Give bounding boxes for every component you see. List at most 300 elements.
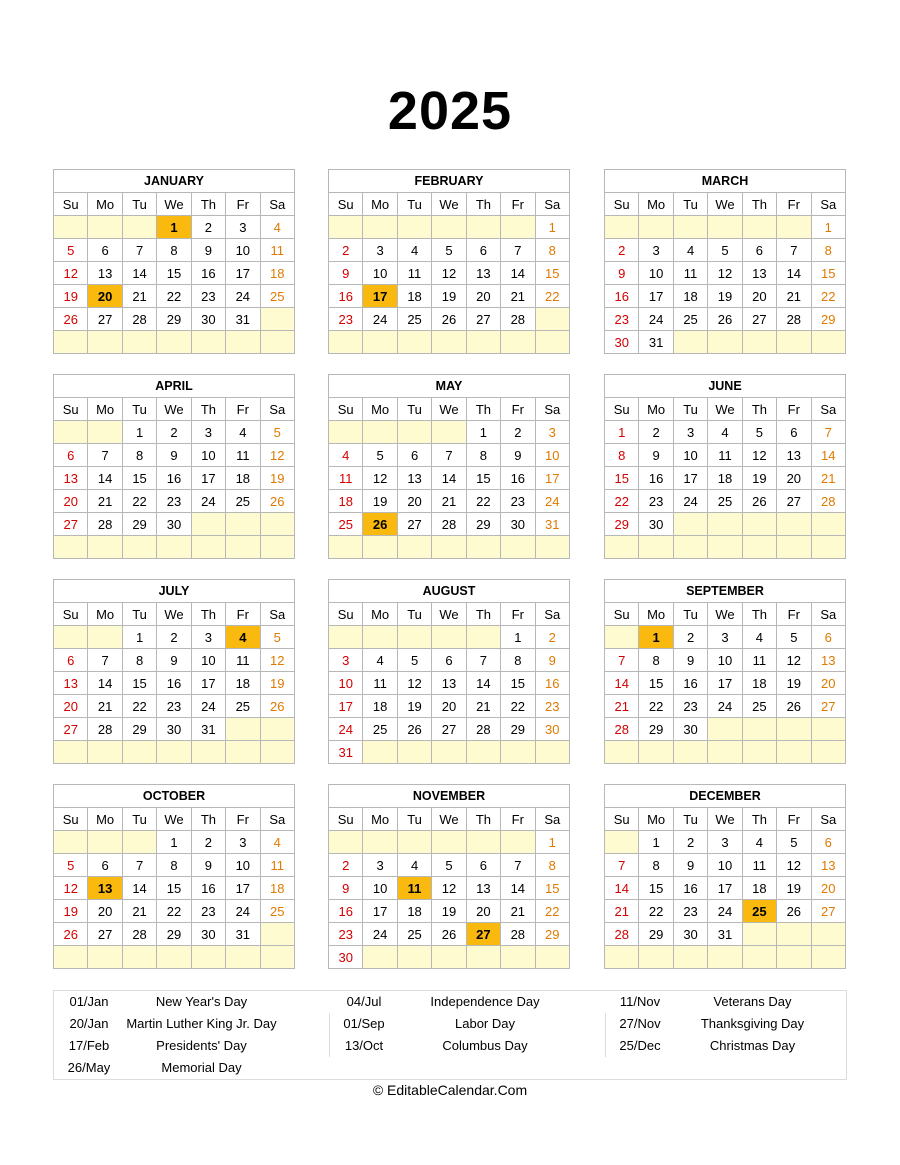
- weekday-header: We: [157, 808, 191, 831]
- weekday-header: Fr: [777, 603, 811, 626]
- day-cell: 11: [226, 444, 260, 467]
- day-cell: 8: [639, 649, 673, 672]
- day-cell: 28: [466, 718, 500, 741]
- day-cell: 13: [88, 262, 122, 285]
- weekday-header: Fr: [501, 603, 535, 626]
- empty-day-cell: [363, 331, 397, 354]
- day-cell: 29: [157, 308, 191, 331]
- day-cell: 3: [226, 831, 260, 854]
- weekday-header: Mo: [639, 603, 673, 626]
- empty-day-cell: [157, 536, 191, 559]
- weekday-header: Sa: [260, 193, 294, 216]
- day-cell: 30: [673, 923, 707, 946]
- month-february: [328, 169, 570, 354]
- day-cell: 10: [329, 672, 363, 695]
- day-cell: 3: [191, 626, 225, 649]
- day-cell: 17: [191, 672, 225, 695]
- day-cell: 25: [363, 718, 397, 741]
- day-cell: 19: [260, 672, 294, 695]
- day-cell: 26: [54, 923, 88, 946]
- day-cell: 3: [535, 421, 569, 444]
- weekday-header: We: [708, 398, 742, 421]
- empty-day-cell: [777, 216, 811, 239]
- holiday-entry: [54, 1013, 324, 1035]
- day-cell: 4: [742, 626, 776, 649]
- day-cell: 11: [742, 854, 776, 877]
- weekday-header: We: [432, 398, 466, 421]
- day-cell: 29: [535, 923, 569, 946]
- day-cell: 16: [329, 285, 363, 308]
- day-cell: 24: [363, 923, 397, 946]
- day-cell: 4: [742, 831, 776, 854]
- day-cell: 18: [329, 490, 363, 513]
- day-cell: 12: [260, 649, 294, 672]
- day-cell: 13: [466, 877, 500, 900]
- day-cell: 12: [432, 262, 466, 285]
- weekday-header: Th: [742, 193, 776, 216]
- day-cell: 14: [777, 262, 811, 285]
- day-cell: 14: [122, 262, 156, 285]
- day-cell: 3: [191, 421, 225, 444]
- month-name: OCTOBER: [54, 785, 295, 808]
- day-cell: 28: [811, 490, 845, 513]
- empty-day-cell: [639, 536, 673, 559]
- empty-day-cell: [226, 331, 260, 354]
- day-cell: 24: [708, 900, 742, 923]
- weekday-header: Th: [191, 808, 225, 831]
- holiday-day-cell: 20: [88, 285, 122, 308]
- empty-day-cell: [54, 536, 88, 559]
- empty-day-cell: [191, 741, 225, 764]
- day-cell: 16: [673, 877, 707, 900]
- month-name: APRIL: [54, 375, 295, 398]
- weekday-header: Sa: [811, 603, 845, 626]
- day-cell: 28: [122, 308, 156, 331]
- empty-day-cell: [708, 331, 742, 354]
- day-cell: 12: [54, 262, 88, 285]
- day-cell: 15: [466, 467, 500, 490]
- empty-day-cell: [535, 308, 569, 331]
- day-cell: 16: [191, 877, 225, 900]
- day-cell: 6: [397, 444, 431, 467]
- empty-day-cell: [363, 216, 397, 239]
- month-name: AUGUST: [329, 580, 570, 603]
- holiday-date: 20/Jan: [69, 1016, 109, 1031]
- day-cell: 11: [397, 262, 431, 285]
- day-cell: 8: [605, 444, 639, 467]
- day-cell: 24: [329, 718, 363, 741]
- day-cell: 5: [432, 239, 466, 262]
- day-cell: 30: [501, 513, 535, 536]
- day-cell: 27: [811, 900, 845, 923]
- holiday-day-cell: 11: [397, 877, 431, 900]
- day-cell: 31: [329, 741, 363, 764]
- day-cell: 16: [191, 262, 225, 285]
- empty-day-cell: [329, 831, 363, 854]
- empty-day-cell: [673, 216, 707, 239]
- weekday-header: Sa: [260, 808, 294, 831]
- day-cell: 19: [54, 285, 88, 308]
- month-may: [328, 374, 570, 559]
- holiday-date: 01/Sep: [343, 1016, 385, 1031]
- month-june: [604, 374, 846, 559]
- day-cell: 8: [122, 649, 156, 672]
- empty-day-cell: [54, 421, 88, 444]
- empty-day-cell: [708, 216, 742, 239]
- day-cell: 17: [535, 467, 569, 490]
- empty-day-cell: [466, 831, 500, 854]
- day-cell: 6: [88, 854, 122, 877]
- day-cell: 18: [742, 672, 776, 695]
- day-cell: 29: [466, 513, 500, 536]
- day-cell: 11: [363, 672, 397, 695]
- day-cell: 14: [811, 444, 845, 467]
- holiday-name: Presidents' Day: [156, 1038, 247, 1053]
- day-cell: 5: [397, 649, 431, 672]
- day-cell: 12: [260, 444, 294, 467]
- day-cell: 6: [811, 626, 845, 649]
- day-cell: 10: [673, 444, 707, 467]
- day-cell: 16: [535, 672, 569, 695]
- weekday-header: Sa: [535, 398, 569, 421]
- day-cell: 23: [191, 900, 225, 923]
- day-cell: 5: [363, 444, 397, 467]
- day-cell: 27: [88, 308, 122, 331]
- empty-day-cell: [54, 626, 88, 649]
- weekday-header: Fr: [501, 808, 535, 831]
- day-cell: 4: [708, 421, 742, 444]
- day-cell: 27: [777, 490, 811, 513]
- day-cell: 17: [673, 467, 707, 490]
- weekday-header: Su: [605, 193, 639, 216]
- day-cell: 24: [673, 490, 707, 513]
- day-cell: 6: [742, 239, 776, 262]
- day-cell: 17: [226, 877, 260, 900]
- day-cell: 8: [535, 854, 569, 877]
- day-cell: 19: [777, 877, 811, 900]
- weekday-header: Fr: [226, 398, 260, 421]
- weekday-header: Fr: [226, 603, 260, 626]
- empty-day-cell: [605, 946, 639, 969]
- weekday-header: Tu: [673, 398, 707, 421]
- empty-day-cell: [466, 536, 500, 559]
- day-cell: 22: [466, 490, 500, 513]
- day-cell: 7: [501, 854, 535, 877]
- day-cell: 3: [673, 421, 707, 444]
- day-cell: 1: [605, 421, 639, 444]
- day-cell: 11: [329, 467, 363, 490]
- day-cell: 17: [226, 262, 260, 285]
- day-cell: 5: [54, 854, 88, 877]
- weekday-header: Sa: [260, 398, 294, 421]
- empty-day-cell: [157, 946, 191, 969]
- empty-day-cell: [742, 741, 776, 764]
- day-cell: 5: [777, 626, 811, 649]
- day-cell: 10: [363, 877, 397, 900]
- day-cell: 5: [432, 854, 466, 877]
- holiday-day-cell: 25: [742, 900, 776, 923]
- empty-day-cell: [466, 741, 500, 764]
- weekday-header: Su: [54, 193, 88, 216]
- day-cell: 27: [742, 308, 776, 331]
- day-cell: 10: [191, 444, 225, 467]
- day-cell: 2: [673, 626, 707, 649]
- month-name: JUNE: [605, 375, 846, 398]
- day-cell: 24: [535, 490, 569, 513]
- empty-day-cell: [605, 216, 639, 239]
- day-cell: 2: [639, 421, 673, 444]
- empty-day-cell: [226, 536, 260, 559]
- month-name: MAY: [329, 375, 570, 398]
- day-cell: 6: [777, 421, 811, 444]
- day-cell: 27: [88, 923, 122, 946]
- day-cell: 4: [363, 649, 397, 672]
- day-cell: 30: [191, 923, 225, 946]
- day-cell: 19: [397, 695, 431, 718]
- day-cell: 25: [397, 308, 431, 331]
- day-cell: 14: [605, 672, 639, 695]
- weekday-header: Sa: [535, 193, 569, 216]
- empty-day-cell: [432, 331, 466, 354]
- empty-day-cell: [466, 626, 500, 649]
- empty-day-cell: [54, 741, 88, 764]
- weekday-header: Th: [466, 398, 500, 421]
- day-cell: 17: [329, 695, 363, 718]
- empty-day-cell: [54, 216, 88, 239]
- holiday-name: Independence Day: [430, 994, 540, 1009]
- day-cell: 30: [605, 331, 639, 354]
- day-cell: 6: [54, 649, 88, 672]
- day-cell: 14: [501, 262, 535, 285]
- day-cell: 28: [88, 718, 122, 741]
- empty-day-cell: [260, 946, 294, 969]
- empty-day-cell: [122, 331, 156, 354]
- day-cell: 21: [777, 285, 811, 308]
- holiday-name: Memorial Day: [161, 1060, 242, 1075]
- empty-day-cell: [363, 831, 397, 854]
- day-cell: 23: [157, 695, 191, 718]
- day-cell: 13: [432, 672, 466, 695]
- day-cell: 22: [811, 285, 845, 308]
- day-cell: 6: [466, 239, 500, 262]
- empty-day-cell: [329, 331, 363, 354]
- day-cell: 9: [157, 444, 191, 467]
- day-cell: 2: [329, 239, 363, 262]
- weekday-header: Su: [329, 398, 363, 421]
- empty-day-cell: [777, 946, 811, 969]
- day-cell: 13: [811, 854, 845, 877]
- day-cell: 20: [777, 467, 811, 490]
- day-cell: 11: [226, 649, 260, 672]
- day-cell: 9: [157, 649, 191, 672]
- day-cell: 5: [742, 421, 776, 444]
- weekday-header: Tu: [397, 193, 431, 216]
- holiday-entry: [54, 1057, 324, 1079]
- day-cell: 16: [639, 467, 673, 490]
- day-cell: 10: [226, 239, 260, 262]
- day-cell: 15: [535, 262, 569, 285]
- month-july: [53, 579, 295, 764]
- day-cell: 24: [191, 695, 225, 718]
- day-cell: 7: [466, 649, 500, 672]
- day-cell: 3: [639, 239, 673, 262]
- day-cell: 29: [639, 923, 673, 946]
- day-cell: 6: [88, 239, 122, 262]
- day-cell: 22: [535, 900, 569, 923]
- empty-day-cell: [122, 536, 156, 559]
- holiday-name: Labor Day: [455, 1016, 515, 1031]
- weekday-header: Mo: [88, 808, 122, 831]
- weekday-header: Tu: [673, 603, 707, 626]
- day-cell: 7: [501, 239, 535, 262]
- day-cell: 21: [501, 900, 535, 923]
- day-cell: 18: [742, 877, 776, 900]
- day-cell: 20: [811, 877, 845, 900]
- day-cell: 15: [122, 467, 156, 490]
- day-cell: 25: [226, 490, 260, 513]
- month-august: [328, 579, 570, 764]
- month-december: [604, 784, 846, 969]
- weekday-header: Sa: [811, 808, 845, 831]
- month-name: SEPTEMBER: [605, 580, 846, 603]
- month-name: JANUARY: [54, 170, 295, 193]
- weekday-header: We: [708, 808, 742, 831]
- holiday-day-cell: 17: [363, 285, 397, 308]
- empty-day-cell: [777, 513, 811, 536]
- weekday-header: Tu: [397, 398, 431, 421]
- day-cell: 18: [708, 467, 742, 490]
- day-cell: 31: [226, 308, 260, 331]
- weekday-header: Mo: [363, 193, 397, 216]
- empty-day-cell: [226, 946, 260, 969]
- day-cell: 6: [466, 854, 500, 877]
- empty-day-cell: [260, 513, 294, 536]
- day-cell: 11: [260, 239, 294, 262]
- holiday-entry: [329, 991, 599, 1013]
- empty-day-cell: [432, 831, 466, 854]
- weekday-header: We: [432, 603, 466, 626]
- empty-day-cell: [363, 626, 397, 649]
- weekday-header: We: [708, 603, 742, 626]
- empty-day-cell: [535, 536, 569, 559]
- empty-day-cell: [535, 946, 569, 969]
- weekday-header: Mo: [88, 603, 122, 626]
- day-cell: 26: [397, 718, 431, 741]
- empty-day-cell: [329, 536, 363, 559]
- empty-day-cell: [742, 513, 776, 536]
- day-cell: 3: [226, 216, 260, 239]
- day-cell: 4: [673, 239, 707, 262]
- day-cell: 17: [708, 877, 742, 900]
- day-cell: 10: [535, 444, 569, 467]
- day-cell: 8: [501, 649, 535, 672]
- day-cell: 1: [466, 421, 500, 444]
- day-cell: 25: [329, 513, 363, 536]
- day-cell: 14: [88, 467, 122, 490]
- day-cell: 29: [811, 308, 845, 331]
- empty-day-cell: [432, 626, 466, 649]
- day-cell: 21: [811, 467, 845, 490]
- weekday-header: Fr: [226, 193, 260, 216]
- empty-day-cell: [466, 216, 500, 239]
- day-cell: 5: [260, 626, 294, 649]
- day-cell: 19: [432, 285, 466, 308]
- day-cell: 30: [639, 513, 673, 536]
- day-cell: 13: [466, 262, 500, 285]
- holiday-date: 17/Feb: [68, 1038, 110, 1053]
- day-cell: 16: [605, 285, 639, 308]
- day-cell: 23: [639, 490, 673, 513]
- empty-day-cell: [811, 946, 845, 969]
- weekday-header: Fr: [777, 193, 811, 216]
- day-cell: 12: [54, 877, 88, 900]
- day-cell: 28: [88, 513, 122, 536]
- empty-day-cell: [363, 421, 397, 444]
- day-cell: 15: [639, 877, 673, 900]
- day-cell: 20: [54, 695, 88, 718]
- weekday-header: Th: [466, 193, 500, 216]
- day-cell: 24: [639, 308, 673, 331]
- day-cell: 24: [226, 900, 260, 923]
- holiday-name: Thanksgiving Day: [700, 1016, 805, 1031]
- day-cell: 18: [226, 467, 260, 490]
- day-cell: 28: [501, 923, 535, 946]
- day-cell: 5: [260, 421, 294, 444]
- day-cell: 7: [605, 854, 639, 877]
- weekday-header: Fr: [501, 398, 535, 421]
- weekday-header: Sa: [535, 603, 569, 626]
- day-cell: 15: [157, 877, 191, 900]
- day-cell: 17: [191, 467, 225, 490]
- day-cell: 14: [466, 672, 500, 695]
- weekday-header: Th: [191, 398, 225, 421]
- day-cell: 7: [432, 444, 466, 467]
- day-cell: 20: [432, 695, 466, 718]
- day-cell: 23: [157, 490, 191, 513]
- weekday-header: Fr: [777, 398, 811, 421]
- day-cell: 6: [54, 444, 88, 467]
- day-cell: 24: [363, 308, 397, 331]
- day-cell: 2: [191, 216, 225, 239]
- day-cell: 15: [122, 672, 156, 695]
- day-cell: 8: [157, 239, 191, 262]
- empty-day-cell: [88, 331, 122, 354]
- empty-day-cell: [811, 331, 845, 354]
- empty-day-cell: [88, 626, 122, 649]
- weekday-header: We: [432, 193, 466, 216]
- day-cell: 31: [226, 923, 260, 946]
- holiday-day-cell: 27: [466, 923, 500, 946]
- day-cell: 26: [432, 308, 466, 331]
- empty-day-cell: [466, 331, 500, 354]
- day-cell: 20: [466, 285, 500, 308]
- day-cell: 30: [535, 718, 569, 741]
- day-cell: 22: [122, 490, 156, 513]
- day-cell: 24: [226, 285, 260, 308]
- day-cell: 21: [122, 900, 156, 923]
- day-cell: 4: [226, 421, 260, 444]
- empty-day-cell: [397, 741, 431, 764]
- weekday-header: Mo: [88, 193, 122, 216]
- day-cell: 13: [777, 444, 811, 467]
- day-cell: 25: [260, 285, 294, 308]
- day-cell: 14: [605, 877, 639, 900]
- empty-day-cell: [639, 946, 673, 969]
- day-cell: 29: [157, 923, 191, 946]
- day-cell: 30: [329, 946, 363, 969]
- day-cell: 4: [397, 854, 431, 877]
- day-cell: 19: [742, 467, 776, 490]
